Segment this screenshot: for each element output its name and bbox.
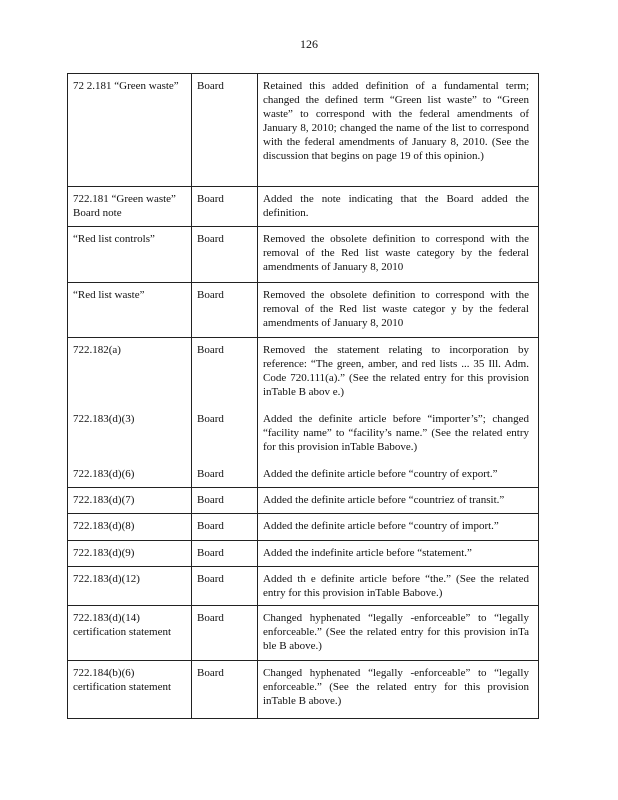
table-row xyxy=(68,338,539,488)
source-cell xyxy=(192,488,258,514)
section-text: 722.182(a) xyxy=(73,344,121,356)
section-text: 722.183(d)(9) xyxy=(73,547,135,559)
action-cell xyxy=(258,488,539,514)
action-cell xyxy=(258,283,539,338)
source-text: Board xyxy=(197,413,224,425)
action-text: Retained this added definition of a fundamental term; changed the defined term “Green list waste” to “Green waste” to correspond with the federal amendments of January 8, 2010; changed the name of the list to correspond with the federal amendments of January 8, 2010. (See the discussion that begins on page 19 of this opinion.) xyxy=(263,80,529,162)
section-cell xyxy=(68,606,192,661)
source-cell xyxy=(192,227,258,283)
section-text: 722.183(d)(12) xyxy=(73,573,140,585)
table-row xyxy=(68,74,539,187)
table-row xyxy=(68,187,539,227)
table-row xyxy=(68,541,539,567)
table-row xyxy=(68,514,539,541)
section-cell xyxy=(68,488,192,514)
source-cell xyxy=(192,338,258,488)
source-text: Board xyxy=(197,80,224,92)
table-row xyxy=(68,567,539,606)
table-row xyxy=(68,227,539,283)
source-text: Board xyxy=(197,494,224,506)
section-cell xyxy=(68,187,192,227)
source-text: Board xyxy=(197,233,224,245)
source-text: Board xyxy=(197,289,224,301)
section-text: 722.183(d)(8) xyxy=(73,520,135,532)
action-text: Added the definite article before “importer’s”; changed “facility name” to “facility’s name.” (See the related entry for this provision inTable Babove.) xyxy=(263,413,529,453)
section-text: 722.183(d)(3) xyxy=(73,413,135,425)
section-text: 72 2.181 “Green waste” xyxy=(73,80,179,92)
section-text: 722.183(d)(14) certification statement xyxy=(73,612,172,638)
source-text: Board xyxy=(197,193,224,205)
action-cell xyxy=(258,74,539,187)
source-cell xyxy=(192,541,258,567)
action-cell xyxy=(258,567,539,606)
source-text: Board xyxy=(197,468,224,480)
action-text: Changed hyphenated “legally -enforceable” to “legally enforceable.” (See the related entry for this provision inTable B above.) xyxy=(263,667,529,707)
action-text: Changed hyphenated “legally -enforceable” to “legally enforceable.” (See the related entry for this provision inTa ble B above.) xyxy=(263,612,529,652)
action-cell xyxy=(258,514,539,541)
action-text: Added th e definite article before “the.” (See the related entry for this provision inTable Babove.) xyxy=(263,573,529,599)
action-cell xyxy=(258,606,539,661)
section-cell xyxy=(68,514,192,541)
action-cell xyxy=(258,338,539,488)
section-cell xyxy=(68,338,192,488)
action-text: Added the definite article before “country of import.” xyxy=(263,520,499,532)
table-row xyxy=(68,661,539,719)
section-cell xyxy=(68,283,192,338)
source-cell xyxy=(192,74,258,187)
action-text: Added the note indicating that the Board added the definition. xyxy=(263,193,529,219)
action-text: Removed the obsolete definition to correspond with the removal of the Red list waste category by the federal amendments of January 8, 2010 xyxy=(263,233,529,273)
action-cell xyxy=(258,661,539,719)
source-cell xyxy=(192,661,258,719)
amendments-table xyxy=(67,73,539,719)
action-cell xyxy=(258,541,539,567)
source-text: Board xyxy=(197,667,224,679)
action-text: Removed the statement relating to incorporation by reference: “The green, amber, and red lists ... 35 Ill. Adm. Code 720.111(a).” (See the related entry for this provision inTable B abov e.) xyxy=(263,344,529,398)
section-cell xyxy=(68,567,192,606)
source-text: Board xyxy=(197,573,224,585)
source-cell xyxy=(192,283,258,338)
section-text: “Red list controls” xyxy=(73,233,155,245)
table-row xyxy=(68,283,539,338)
source-cell xyxy=(192,187,258,227)
source-cell xyxy=(192,567,258,606)
section-cell xyxy=(68,541,192,567)
section-cell xyxy=(68,227,192,283)
section-cell xyxy=(68,74,192,187)
source-text: Board xyxy=(197,520,224,532)
section-text: 722.183(d)(7) xyxy=(73,494,135,506)
table-row xyxy=(68,488,539,514)
section-text: 722.184(b)(6) certification statement xyxy=(73,667,172,693)
action-text: Added the definite article before “countriez of transit.” xyxy=(263,494,505,506)
source-text: Board xyxy=(197,612,224,624)
section-cell xyxy=(68,661,192,719)
page-number: 126 xyxy=(300,37,318,51)
source-cell xyxy=(192,606,258,661)
table-row xyxy=(68,606,539,661)
action-text: Added the definite article before “country of export.” xyxy=(263,468,498,480)
section-text: 722.181 “Green waste” Board note xyxy=(73,193,176,219)
source-text: Board xyxy=(197,547,224,559)
action-cell xyxy=(258,187,539,227)
source-cell xyxy=(192,514,258,541)
source-text: Board xyxy=(197,344,224,356)
action-text: Removed the obsolete definition to correspond with the removal of the Red list waste categor y by the federal amendments of January 8, 2010 xyxy=(263,289,529,329)
action-cell xyxy=(258,227,539,283)
section-text: 722.183(d)(6) xyxy=(73,468,135,480)
action-text: Added the indefinite article before “statement.” xyxy=(263,547,472,559)
section-text: “Red list waste” xyxy=(73,289,145,301)
